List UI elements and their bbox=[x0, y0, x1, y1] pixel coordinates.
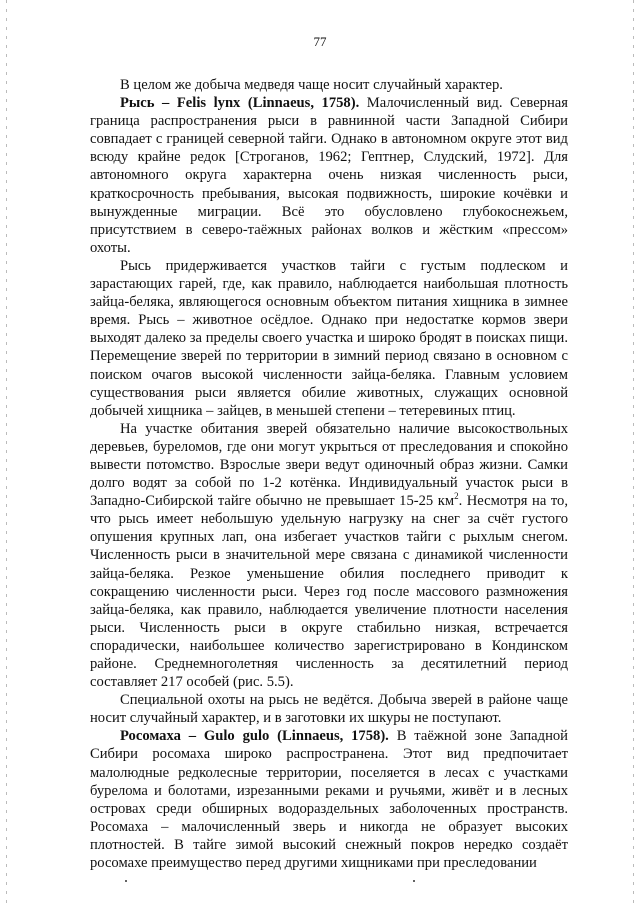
page-number: 77 bbox=[313, 34, 327, 49]
lynx-territory-text-2: . Несмотря на то, что рысь имеет небольшую удельную нагрузку на снег за счёт густого опушения крупных лап, она избегает участков тайги с рыхлым снегом. Численность рыси в значительной мере связана с динамикой численности зайца-беляка. Резкое уменьшение обилия последнего приводит к сокращению численности рыси. Через год после массового размножения зайца-беляка, как правило, наблюдается увеличение плотности населения рыси. Численность рыси в округе стабильно низкая, встречается спорадически, наибольшее количество зарегистрировано в Кондинском районе. Среднемноголетняя численность за десятилетний период составляет 217 особей (рис. 5.5). bbox=[90, 493, 568, 691]
paragraph-lynx-intro bbox=[90, 94, 568, 257]
wolverine-heading: Росомаха – Gulo gulo (Linnaeus, 1758). bbox=[120, 728, 389, 745]
paragraph-wolverine-intro bbox=[90, 727, 568, 872]
scan-speck bbox=[413, 880, 415, 882]
lynx-intro-text: Малочисленный вид. Северная граница распространения рыси в равнинной части Западной Сибири совпадает с границей северной тайги. Однако в автономном округе этот вид всюду крайне редок [Строганов, 1962; Гептнер, Слудский, 1972]. Для автономного округа характерна очень низкая численность рыси, краткосрочность пребывания, высокая подвижность, широкие кочёвки и вынужденные миграции. Всё это обусловлено глубокоснежьем, присутствием в северо-таёжных районах волков и жёстким «прессом» охоты. bbox=[90, 95, 568, 256]
superscript: 2 bbox=[454, 491, 459, 502]
lynx-heading: Рысь – Felis lynx (Linnaeus, 1758). bbox=[120, 95, 360, 112]
paragraph-lynx-hunting: Специальной охоты на рысь не ведётся. Добыча зверей в районе чаще носит случайный характер, и в заготовки их шкуры не поступают. bbox=[90, 692, 568, 727]
wolverine-intro-text: В таёжной зоне Западной Сибири росомаха широко распространена. Этот вид предпочитает малолюдные редколесные территории, поселяется в лесах с участками бурелома и болотами, изрезанными реками и ручьями, живёт и в лесных островах среди обширных водораздельных заболоченных пространств. Росомаха – малочисленный зверь и никогда не образует высоких плотностей. В тайге зимой высокий снежный покров нередко создаёт росомахе преимущество перед другими хищниками при преследовании bbox=[90, 728, 568, 872]
paragraph-lynx-habitat: Рысь придерживается участков тайги с густым подлеском и зарастающих гарей, где, как правило, наблюдается наибольшая плотность зайца-беляка, являющегося основным объектом питания хищника в зимнее время. Рысь – животное осёдлое. Однако при недостатке кормов звери выходят далеко за пределы своего участка и широко бродят в поисках пищи. Перемещение зверей по территории в зимний период связано в основном с поиском очагов высокой численности зайца-беляка. Главным условием существования рыси является обилие животных, служащих основной добычей хищника – зайцев, в меньшей степени – тетеревиных птиц. bbox=[90, 257, 568, 419]
right-scan-edge bbox=[633, 0, 634, 905]
scan-speck bbox=[125, 880, 127, 882]
lynx-territory-text-1: На участке обитания зверей обязательно наличие высокоствольных деревьев, буреломов, где они могут укрыться от преследования и спокойно вывести потомство. Взрослые звери ведут одиночный образ жизни. Самки долго водят за собой по 1-2 котёнка. Индивидуальный участок рыси в Западно-Сибирской тайге обычно не превышает 15-25 км bbox=[90, 420, 568, 510]
left-scan-edge bbox=[6, 0, 7, 905]
paragraph-bear-summary: В целом же добыча медведя чаще носит случайный характер. bbox=[120, 77, 503, 93]
document-body bbox=[90, 76, 568, 872]
paragraph-lynx-territory bbox=[90, 420, 568, 691]
